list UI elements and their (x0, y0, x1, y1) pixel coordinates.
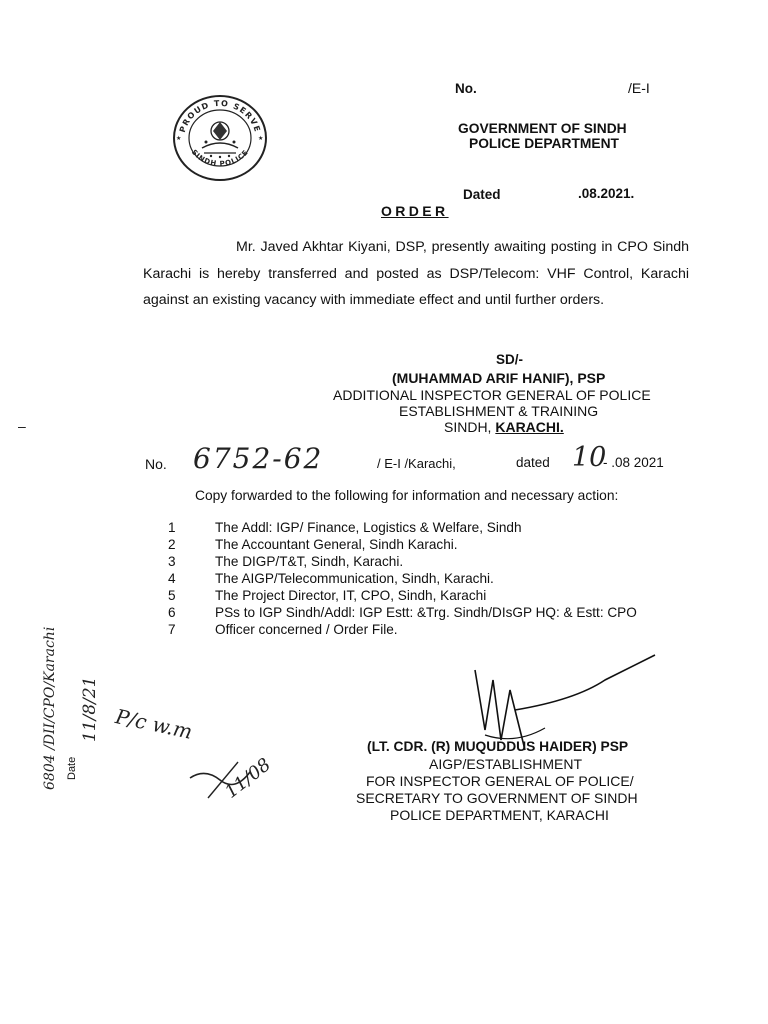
list-item-text: PSs to IGP Sindh/Addl: IGP Estt: &Trg. Sindh/DIsGP HQ: & Estt: CPO (215, 605, 637, 620)
order-body-text: Mr. Javed Akhtar Kiyani, DSP, presently awaiting posting in CPO Sindh Karachi is hereby transferred and posted as DSP/Telecom: VHF Control, Karachi against an existing vacancy with immediate effect and until further orders. (143, 239, 689, 308)
signatory1-place-text: SINDH, (444, 419, 492, 435)
government-heading: GOVERNMENT OF SINDH (458, 121, 627, 136)
signatory2-title4: POLICE DEPARTMENT, KARACHI (390, 807, 609, 823)
list-item (168, 587, 637, 604)
signatory2-title2: FOR INSPECTOR GENERAL OF POLICE/ (366, 773, 634, 789)
list-item-text: The DIGP/T&T, Sindh, Karachi. (215, 554, 404, 569)
list-item-number: 3 (168, 554, 176, 569)
sd-mark: SD/- (496, 352, 523, 367)
header-no-suffix: /E-I (628, 80, 650, 96)
signatory2-title3: SECRETARY TO GOVERNMENT OF SINDH (356, 790, 638, 806)
side-date-value: 11/8/21 (80, 676, 100, 742)
list-item-number: 6 (168, 605, 176, 620)
sindh-police-seal (168, 90, 272, 186)
list-item-text: The Addl: IGP/ Finance, Logistics & Welfare, Sindh (215, 520, 522, 535)
list-item (168, 519, 637, 536)
list-item (168, 536, 637, 553)
order-title: ORDER (381, 203, 449, 219)
list-item-text: Officer concerned / Order File. (215, 622, 398, 637)
side-receipt-stamp (20, 600, 100, 800)
list-item (168, 621, 637, 638)
signatory1-place (444, 419, 564, 435)
dispatch-no-label: No. (145, 456, 167, 472)
dispatch-suffix: / E-I /Karachi, (377, 456, 456, 471)
side-date-label: Date (66, 756, 78, 780)
signatory2-title1: AIGP/ESTABLISHMENT (429, 756, 582, 772)
list-item-number: 2 (168, 537, 176, 552)
margin-mark: – (18, 418, 26, 434)
department-heading: POLICE DEPARTMENT (469, 136, 619, 151)
dated-value: .08.2021. (578, 186, 635, 201)
svg-text:★: ★ (176, 136, 182, 142)
dispatch-number-handwritten: 6752-62 (193, 442, 324, 475)
signatory1-title1: ADDITIONAL INSPECTOR GENERAL OF POLICE (333, 387, 651, 403)
seal-top-text: PROUD TO SERVE (177, 98, 263, 134)
handwritten-initial-mark (180, 748, 260, 808)
list-item (168, 604, 637, 621)
handwritten-date: 11/08 (221, 754, 275, 803)
handwritten-note: P/c w.m (113, 704, 195, 744)
signatory1-name: (MUHAMMAD ARIF HANIF), PSP (392, 370, 606, 386)
side-stamp-number: 6804 /DII/CPO/Karachi (42, 626, 58, 790)
dated-label: Dated (463, 187, 501, 202)
list-item-number: 4 (168, 571, 176, 586)
copy-forwarded-line: Copy forwarded to the following for information and necessary action: (195, 488, 619, 503)
list-item-text: The AIGP/Telecommunication, Sindh, Karachi. (215, 571, 494, 586)
dispatch-dated-label: dated (516, 455, 550, 470)
svg-text:★: ★ (258, 136, 264, 142)
signatory2-name: (LT. CDR. (R) MUQUDDUS HAIDER) PSP (367, 739, 629, 754)
list-item-number: 7 (168, 622, 176, 637)
signatory1-place-karachi: KARACHI. (495, 419, 564, 435)
signatory1-title2: ESTABLISHMENT & TRAINING (399, 403, 599, 419)
list-item-number: 5 (168, 588, 176, 603)
list-item-text: The Project Director, IT, CPO, Sindh, Karachi (215, 588, 487, 603)
seal-bottom-text: SINDH POLICE (189, 148, 251, 168)
dispatch-date-rest: - .08 2021 (603, 455, 664, 470)
order-body (143, 234, 689, 314)
dispatch-day-handwritten: 10 (572, 442, 607, 473)
list-item-text: The Accountant General, Sindh Karachi. (215, 537, 458, 552)
list-item (168, 570, 637, 587)
header-no-label: No. (455, 81, 477, 96)
list-item-number: 1 (168, 520, 176, 535)
recipient-list (168, 519, 637, 638)
list-item (168, 553, 637, 570)
